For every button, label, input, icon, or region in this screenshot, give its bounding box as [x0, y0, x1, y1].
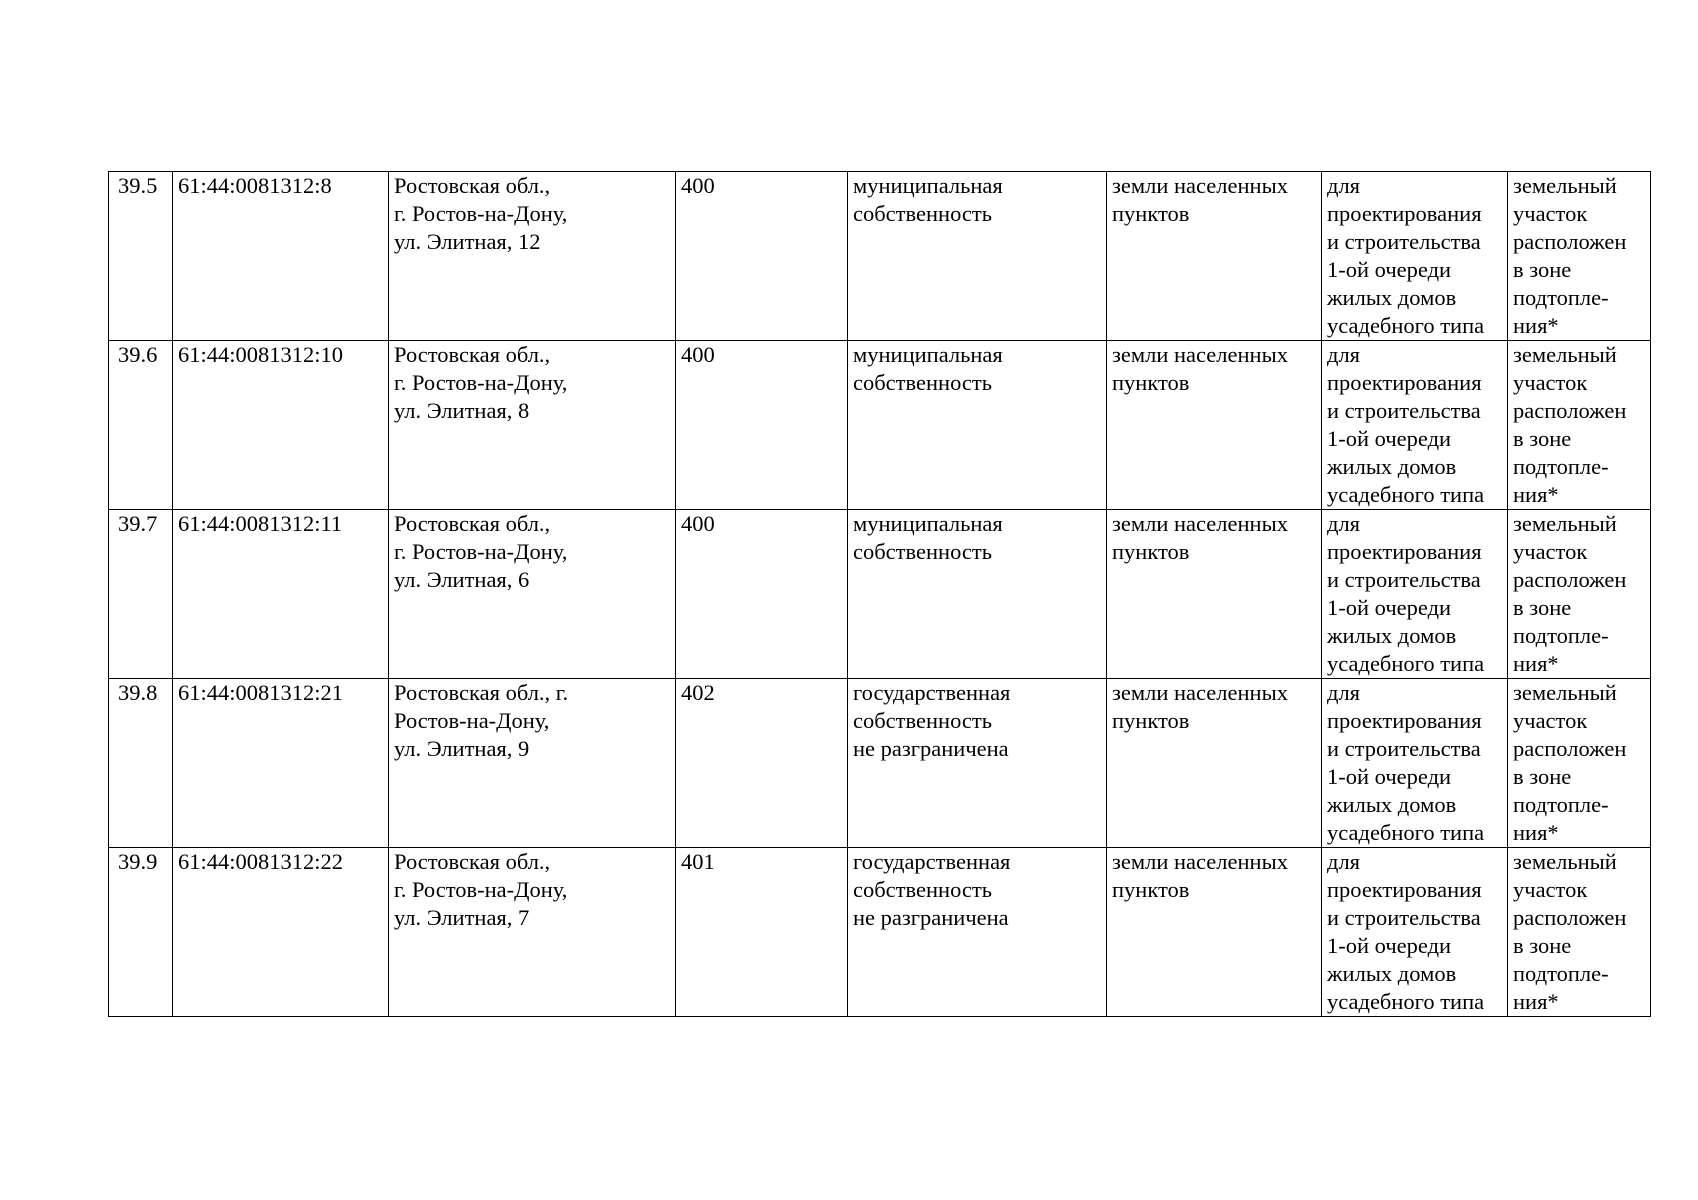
cadastral-number-text: 61:44:0081312:8 [178, 173, 332, 198]
ownership-line: собственность [853, 877, 992, 902]
note-line: расположен [1513, 229, 1627, 254]
cadastral-number-text: 61:44:0081312:11 [178, 511, 343, 536]
permitted-use-cell [1322, 341, 1508, 510]
ownership-line: не разграничена [853, 905, 1009, 930]
permitted-use-cell [1322, 510, 1508, 679]
note-line: подтопле- [1513, 454, 1609, 479]
row-number-text: 39.5 [118, 173, 158, 198]
address-cell [389, 848, 676, 1017]
row-number-cell [109, 341, 173, 510]
permitted-use-line: и строительства [1327, 567, 1481, 592]
area-text: 401 [681, 849, 715, 874]
permitted-use-line: жилых домов [1327, 792, 1457, 817]
area-cell [676, 510, 848, 679]
address-line: г. Ростов-на-Дону, [394, 201, 568, 226]
row-number-cell [109, 172, 173, 341]
ownership-line: собственность [853, 370, 992, 395]
permitted-use-line: для [1327, 173, 1361, 198]
permitted-use-line: усадебного типа [1327, 820, 1485, 845]
note-cell [1508, 172, 1651, 341]
land-category-cell [1107, 510, 1322, 679]
cadastral-number-cell [173, 341, 389, 510]
address-cell [389, 341, 676, 510]
area-cell [676, 679, 848, 848]
row-number-text: 39.7 [118, 511, 158, 536]
land-category-line: пунктов [1112, 370, 1190, 395]
permitted-use-line: для [1327, 342, 1361, 367]
permitted-use-cell [1322, 679, 1508, 848]
permitted-use-line: 1-ой очереди [1327, 426, 1452, 451]
permitted-use-line: проектирования [1327, 370, 1482, 395]
note-line: ния* [1513, 989, 1559, 1014]
permitted-use-line: проектирования [1327, 539, 1482, 564]
note-line: участок [1513, 539, 1588, 564]
area-cell [676, 341, 848, 510]
permitted-use-line: усадебного типа [1327, 482, 1485, 507]
row-number-cell [109, 510, 173, 679]
land-category-line: земли населенных [1112, 511, 1288, 536]
address-line: г. Ростов-на-Дону, [394, 370, 568, 395]
address-line: ул. Элитная, 8 [394, 398, 530, 423]
note-line: в зоне [1513, 257, 1572, 282]
note-line: земельный [1513, 511, 1617, 536]
permitted-use-line: 1-ой очереди [1327, 764, 1452, 789]
note-line: ния* [1513, 820, 1559, 845]
ownership-line: государственная [853, 849, 1011, 874]
address-cell [389, 679, 676, 848]
land-plots-table [108, 171, 1651, 1017]
land-category-line: земли населенных [1112, 342, 1288, 367]
note-line: земельный [1513, 849, 1617, 874]
note-line: подтопле- [1513, 792, 1609, 817]
cadastral-number-text: 61:44:0081312:21 [178, 680, 344, 705]
land-category-line: земли населенных [1112, 173, 1288, 198]
note-line: подтопле- [1513, 961, 1609, 986]
permitted-use-line: и строительства [1327, 905, 1481, 930]
permitted-use-line: и строительства [1327, 229, 1481, 254]
note-cell [1508, 341, 1651, 510]
permitted-use-line: жилых домов [1327, 285, 1457, 310]
permitted-use-line: для [1327, 849, 1361, 874]
address-line: Ростовская обл., [394, 511, 551, 536]
address-line: Ростовская обл., [394, 173, 551, 198]
row-number-text: 39.8 [118, 680, 158, 705]
land-category-line: пунктов [1112, 877, 1190, 902]
note-line: расположен [1513, 567, 1627, 592]
land-category-line: пунктов [1112, 539, 1190, 564]
permitted-use-line: и строительства [1327, 398, 1481, 423]
ownership-line: собственность [853, 201, 992, 226]
permitted-use-line: проектирования [1327, 877, 1482, 902]
table-row [109, 679, 1651, 848]
address-line: ул. Элитная, 9 [394, 736, 530, 761]
ownership-line: муниципальная [853, 342, 1003, 367]
land-category-line: пунктов [1112, 201, 1190, 226]
ownership-line: не разграничена [853, 736, 1009, 761]
note-line: участок [1513, 877, 1588, 902]
permitted-use-line: жилых домов [1327, 623, 1457, 648]
row-number-cell [109, 848, 173, 1017]
address-line: ул. Элитная, 12 [394, 229, 541, 254]
land-category-line: земли населенных [1112, 849, 1288, 874]
ownership-line: муниципальная [853, 511, 1003, 536]
ownership-cell [848, 848, 1107, 1017]
note-line: ния* [1513, 651, 1559, 676]
note-line: в зоне [1513, 764, 1572, 789]
note-cell [1508, 848, 1651, 1017]
table-row [109, 848, 1651, 1017]
permitted-use-line: проектирования [1327, 708, 1482, 733]
cadastral-number-text: 61:44:0081312:22 [178, 849, 344, 874]
permitted-use-line: 1-ой очереди [1327, 933, 1452, 958]
note-line: участок [1513, 201, 1588, 226]
address-line: Ростовская обл., [394, 849, 551, 874]
permitted-use-line: для [1327, 680, 1361, 705]
permitted-use-cell [1322, 172, 1508, 341]
permitted-use-line: жилых домов [1327, 454, 1457, 479]
land-category-line: земли населенных [1112, 680, 1288, 705]
land-category-cell [1107, 679, 1322, 848]
table-row [109, 172, 1651, 341]
permitted-use-line: усадебного типа [1327, 651, 1485, 676]
note-line: расположен [1513, 736, 1627, 761]
cadastral-number-text: 61:44:0081312:10 [178, 342, 344, 367]
cadastral-number-cell [173, 848, 389, 1017]
note-cell [1508, 510, 1651, 679]
note-line: расположен [1513, 905, 1627, 930]
address-cell [389, 172, 676, 341]
cadastral-number-cell [173, 172, 389, 341]
note-line: подтопле- [1513, 623, 1609, 648]
land-category-cell [1107, 172, 1322, 341]
row-number-cell [109, 679, 173, 848]
ownership-cell [848, 679, 1107, 848]
area-text: 402 [681, 680, 715, 705]
permitted-use-line: усадебного типа [1327, 313, 1485, 338]
note-cell [1508, 679, 1651, 848]
note-line: ния* [1513, 313, 1559, 338]
ownership-cell [848, 172, 1107, 341]
note-line: в зоне [1513, 933, 1572, 958]
ownership-line: собственность [853, 539, 992, 564]
note-line: участок [1513, 708, 1588, 733]
cadastral-number-cell [173, 510, 389, 679]
note-line: земельный [1513, 680, 1617, 705]
address-line: ул. Элитная, 6 [394, 567, 530, 592]
note-line: ния* [1513, 482, 1559, 507]
note-line: участок [1513, 370, 1588, 395]
ownership-line: муниципальная [853, 173, 1003, 198]
note-line: в зоне [1513, 426, 1572, 451]
permitted-use-line: проектирования [1327, 201, 1482, 226]
table-body [109, 172, 1651, 1017]
land-category-line: пунктов [1112, 708, 1190, 733]
permitted-use-line: 1-ой очереди [1327, 595, 1452, 620]
address-line: Ростовская обл., [394, 342, 551, 367]
address-cell [389, 510, 676, 679]
note-line: в зоне [1513, 595, 1572, 620]
ownership-line: государственная [853, 680, 1011, 705]
land-category-cell [1107, 341, 1322, 510]
address-line: Ростов-на-Дону, [394, 708, 550, 733]
permitted-use-line: усадебного типа [1327, 989, 1485, 1014]
row-number-text: 39.6 [118, 342, 158, 367]
note-line: расположен [1513, 398, 1627, 423]
area-text: 400 [681, 342, 715, 367]
ownership-line: собственность [853, 708, 992, 733]
table-row [109, 341, 1651, 510]
row-number-text: 39.9 [118, 849, 158, 874]
note-line: земельный [1513, 342, 1617, 367]
ownership-cell [848, 510, 1107, 679]
area-cell [676, 848, 848, 1017]
note-line: подтопле- [1513, 285, 1609, 310]
permitted-use-line: 1-ой очереди [1327, 257, 1452, 282]
address-line: г. Ростов-на-Дону, [394, 539, 568, 564]
address-line: ул. Элитная, 7 [394, 905, 530, 930]
permitted-use-line: жилых домов [1327, 961, 1457, 986]
land-category-cell [1107, 848, 1322, 1017]
permitted-use-line: и строительства [1327, 736, 1481, 761]
address-line: Ростовская обл., г. [394, 680, 569, 705]
ownership-cell [848, 341, 1107, 510]
area-text: 400 [681, 173, 715, 198]
cadastral-number-cell [173, 679, 389, 848]
area-text: 400 [681, 511, 715, 536]
table-row [109, 510, 1651, 679]
permitted-use-cell [1322, 848, 1508, 1017]
permitted-use-line: для [1327, 511, 1361, 536]
address-line: г. Ростов-на-Дону, [394, 877, 568, 902]
note-line: земельный [1513, 173, 1617, 198]
area-cell [676, 172, 848, 341]
